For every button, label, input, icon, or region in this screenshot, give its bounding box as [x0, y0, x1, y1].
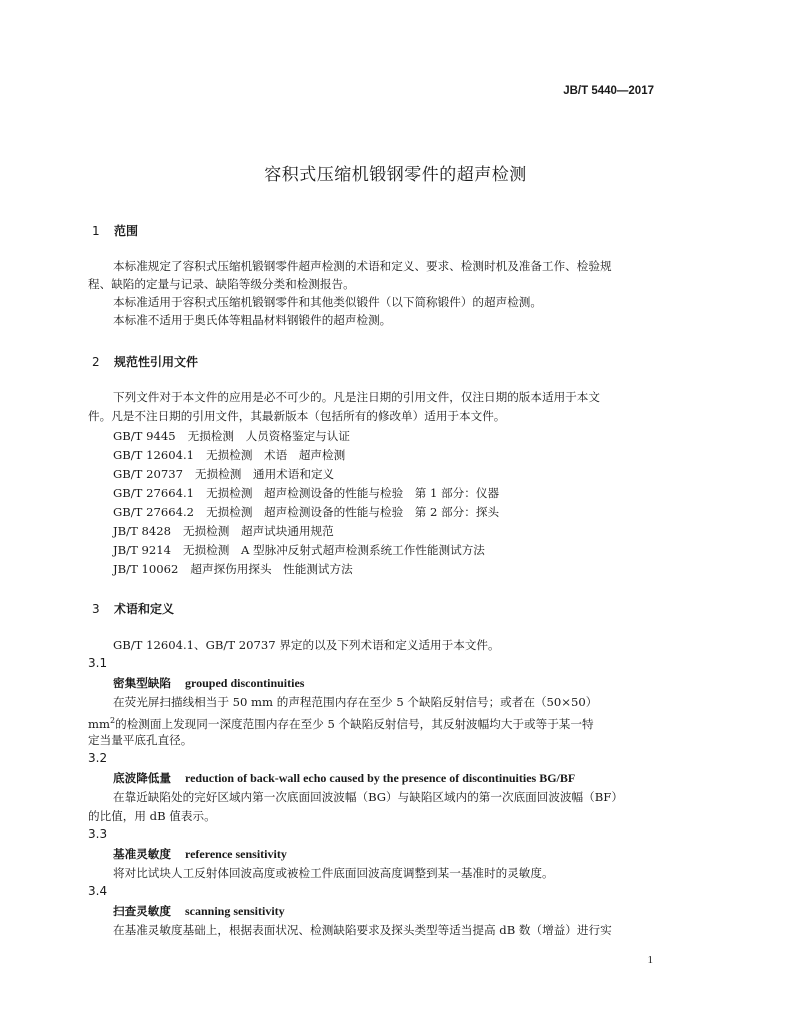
term-entry: [113, 770, 575, 786]
reference-title: 超声探伤用探头 性能测试方法: [190, 562, 353, 576]
reference-code: GB/T 12604.1: [113, 448, 195, 462]
paragraph-line: 下列文件对于本文件的应用是必不可少的。凡是注日期的引用文件，仅注日期的版本适用于本文: [113, 390, 600, 404]
reference-title: 无损检测 超声检测设备的性能与检验 第 2 部分：探头: [206, 505, 500, 519]
reference-code: GB/T 27664.2: [113, 505, 195, 519]
paragraph-line: 本标准适用于容积式压缩机锻钢零件和其他类似锻件（以下简称锻件）的超声检测。: [113, 295, 542, 309]
reference-code: JB/T 10062: [113, 562, 179, 576]
definition-line: 在靠近缺陷处的完好区域内第一次底面回波波幅（BG）与缺陷区域内的第一次底面回波波幅（BF）: [113, 790, 623, 804]
definition-line: 的比值，用 dB 值表示。: [88, 809, 216, 823]
term-zh: 密集型缺陷: [113, 676, 171, 690]
term-en: reference sensitivity: [184, 847, 287, 861]
reference-code: JB/T 9214: [113, 543, 171, 557]
term-entry: [113, 675, 304, 691]
standard-number: JB/T 5440—2017: [563, 85, 654, 97]
clause-number: 3.1: [88, 656, 108, 670]
reference-code: GB/T 9445: [113, 429, 176, 443]
paragraph-line: 本标准不适用于奥氏体等粗晶材料钢锻件的超声检测。: [113, 313, 392, 327]
clause-number: 3.3: [88, 827, 108, 841]
section-3-heading: [92, 600, 174, 617]
clause-number: 3.2: [88, 751, 108, 765]
reference-title: 无损检测 超声检测设备的性能与检验 第 1 部分：仪器: [206, 486, 500, 500]
clause-number: 3.4: [88, 884, 108, 898]
term-en: grouped discontinuities: [184, 676, 305, 690]
reference-title: 无损检测 术语 超声检测: [206, 448, 346, 462]
reference-title: 无损检测 A 型脉冲反射式超声检测系统工作性能测试方法: [183, 543, 485, 557]
reference-item: [113, 485, 499, 501]
paragraph-line: 件。凡是不注日期的引用文件，其最新版本（包括所有的修改单）适用于本文件。: [88, 409, 506, 423]
definition-line: 将对比试块人工反射体回波高度或被检工件底面回波高度调整到某一基准时的灵敏度。: [113, 866, 554, 880]
reference-item: [113, 542, 485, 558]
reference-item: [113, 428, 350, 444]
definition-line: 在基准灵敏度基础上，根据表面状况、检测缺陷要求及探头类型等适当提高 dB 数（增益）进行实: [113, 923, 612, 937]
superscript: 2: [110, 716, 116, 725]
term-en: reduction of back-wall echo caused by the presence of discontinuities BG/BF: [184, 771, 576, 785]
term-en: scanning sensitivity: [184, 904, 285, 918]
term-entry: [113, 903, 285, 919]
document-title: 容积式压缩机锻钢零件的超声检测: [264, 165, 527, 185]
section-2-heading: [92, 353, 198, 370]
term-zh: 扫查灵敏度: [113, 904, 171, 918]
section-title: 范围: [114, 224, 139, 238]
reference-code: GB/T 20737: [113, 467, 183, 481]
paragraph-line: 本标准规定了容积式压缩机锻钢零件超声检测的术语和定义、要求、检测时机及准备工作、检验规: [113, 259, 612, 273]
reference-title: 无损检测 人员资格鉴定与认证: [187, 429, 350, 443]
reference-item: [113, 523, 334, 539]
term-zh: 基准灵敏度: [113, 847, 171, 861]
unit-text: mm: [88, 716, 110, 731]
definition-line: 定当量平底孔直径。: [88, 733, 193, 747]
term-zh: 底波降低量: [113, 771, 171, 785]
reference-title: 无损检测 超声试块通用规范: [183, 524, 334, 538]
reference-item: [113, 447, 345, 463]
reference-item: [113, 504, 499, 520]
section-1-heading: [92, 222, 138, 239]
page-number: 1: [647, 954, 653, 966]
reference-code: GB/T 27664.1: [113, 486, 195, 500]
section-title: 术语和定义: [114, 602, 175, 616]
reference-title: 无损检测 通用术语和定义: [195, 467, 335, 481]
reference-item: [113, 466, 334, 482]
term-entry: [113, 846, 287, 862]
section-title: 规范性引用文件: [114, 355, 199, 369]
section-number: 2: [92, 355, 100, 369]
reference-code: JB/T 8428: [113, 524, 171, 538]
definition-line: [88, 713, 594, 732]
paragraph-line: GB/T 12604.1、GB/T 20737 界定的以及下列术语和定义适用于本文件。: [113, 638, 500, 652]
definition-text: 的检测面上发现同一深度范围内存在至少 5 个缺陷反射信号，其反射波幅均大于或等于某一特: [115, 716, 594, 731]
section-number: 3: [92, 602, 100, 616]
reference-item: [113, 561, 353, 577]
paragraph-line: 程、缺陷的定量与记录、缺陷等级分类和检测报告。: [88, 277, 355, 291]
definition-line: 在荧光屏扫描线相当于 50 mm 的声程范围内存在至少 5 个缺陷反射信号；或者在（50×50）: [113, 695, 598, 709]
section-number: 1: [92, 224, 100, 238]
